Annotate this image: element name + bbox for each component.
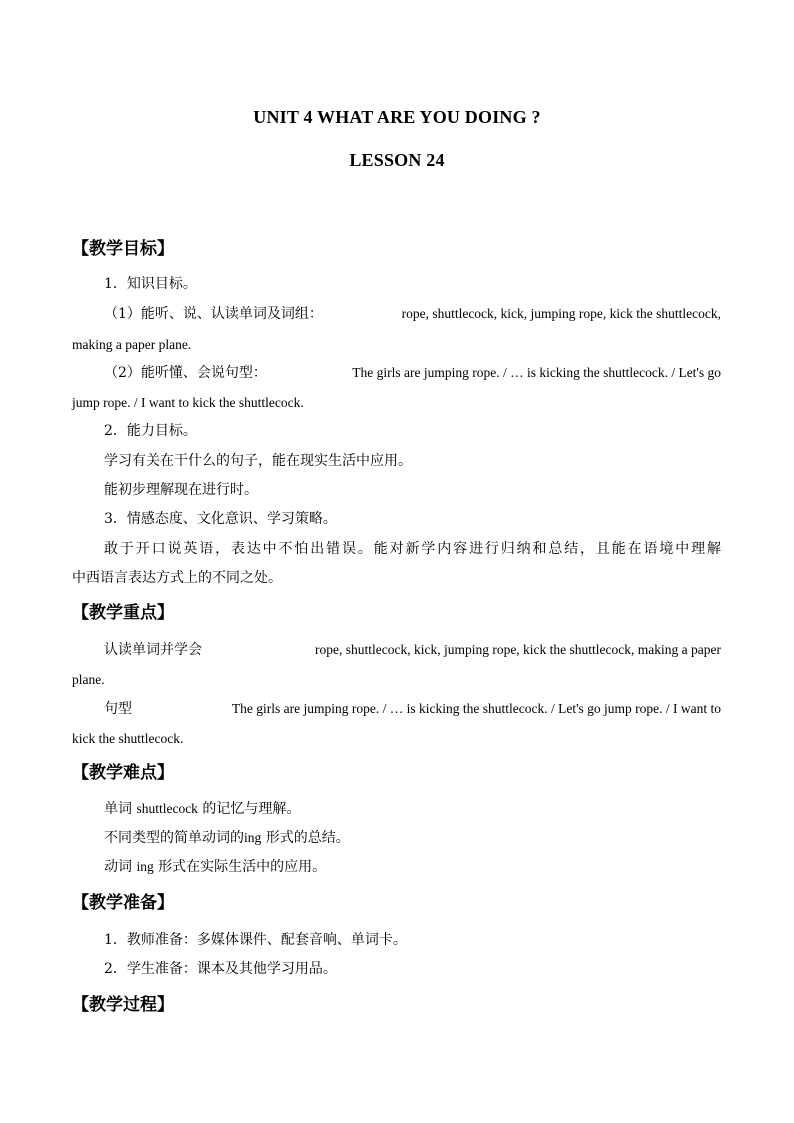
difficulty-item-2 xyxy=(104,829,350,847)
ability-goal-item-2: 能初步理解现在进行时。 xyxy=(104,482,258,498)
key-point-1-words: rope, shuttlecock, kick, jumping rope, kick the shuttlecock, making a paper xyxy=(314,642,721,657)
difficulty-item-3 xyxy=(104,858,326,876)
knowledge-item-2-prefix: （2）能听懂、会说句型： xyxy=(104,365,267,381)
difficulty-1-text-a: 单词 xyxy=(104,801,132,817)
lesson-title: LESSON 24 xyxy=(349,150,445,170)
emotion-goal-line1: 敢于开口说英语，表达中不怕出错误。能对新学内容进行归纳和总结，且能在语境中理解 xyxy=(104,541,721,557)
knowledge-item-2-line1 xyxy=(104,364,721,382)
ability-goal-label: 2．能力目标。 xyxy=(104,423,197,439)
difficulty-3-text-b: 形式在实际生活中的应用。 xyxy=(158,859,327,875)
difficulty-2-text-b: 形式的总结。 xyxy=(265,830,350,846)
key-point-2-prefix: 句型 xyxy=(104,701,132,717)
difficulty-1-text-b: 的记忆与理解。 xyxy=(202,801,301,817)
emotion-goal-label: 3．情感态度、文化意识、学习策略。 xyxy=(104,511,337,527)
key-point-2-line1 xyxy=(104,700,721,718)
emotion-goal-line2: 中西语言表达方式上的不同之处。 xyxy=(72,570,282,586)
section-heading-goals: 【教学目标】 xyxy=(72,239,174,259)
section-heading-key-points: 【教学重点】 xyxy=(72,603,174,623)
key-point-1-prefix: 认读单词并学会 xyxy=(104,642,202,658)
key-point-1-line1 xyxy=(104,641,721,659)
section-heading-difficulties: 【教学难点】 xyxy=(72,763,174,783)
key-point-2-sentences: The girls are jumping rope. / … is kicking the shuttlecock. / Let's go jump rope. / I want to xyxy=(231,701,721,716)
ability-goal-item-1: 学习有关在干什么的句子，能在现实生活中应用。 xyxy=(104,453,412,469)
key-point-2-line2: kick the shuttlecock. xyxy=(72,731,184,746)
knowledge-item-2-line2: jump rope. / I want to kick the shuttlecock. xyxy=(72,395,304,410)
knowledge-item-1-line2: making a paper plane. xyxy=(72,337,192,352)
key-point-1-line2: plane. xyxy=(72,672,105,687)
unit-title: UNIT 4 WHAT ARE YOU DOING ? xyxy=(253,107,541,127)
knowledge-item-1-words: rope, shuttlecock, kick, jumping rope, kick the shuttlecock, xyxy=(401,306,721,321)
knowledge-item-1-prefix: （1）能听、说、认读单词及词组： xyxy=(104,306,323,322)
difficulty-2-text-a: 不同类型的简单动词的 xyxy=(104,830,244,846)
knowledge-item-1-line1 xyxy=(104,305,721,323)
difficulty-3-text-a: 动词 xyxy=(104,859,132,875)
knowledge-goal-label: 1．知识目标。 xyxy=(104,276,197,292)
section-heading-process: 【教学过程】 xyxy=(72,995,174,1015)
difficulty-2-word: ing xyxy=(244,830,262,845)
difficulty-item-1 xyxy=(104,800,300,818)
preparation-item-2: 2．学生准备：课本及其他学习用品。 xyxy=(104,961,337,977)
knowledge-item-2-sentences: The girls are jumping rope. / … is kicking the shuttlecock. / Let's go xyxy=(352,365,721,380)
difficulty-1-word: shuttlecock xyxy=(136,801,198,816)
preparation-item-1: 1．教师准备：多媒体课件、配套音响、单词卡。 xyxy=(104,932,407,948)
section-heading-preparation: 【教学准备】 xyxy=(72,893,174,913)
difficulty-3-word: ing xyxy=(136,859,154,874)
